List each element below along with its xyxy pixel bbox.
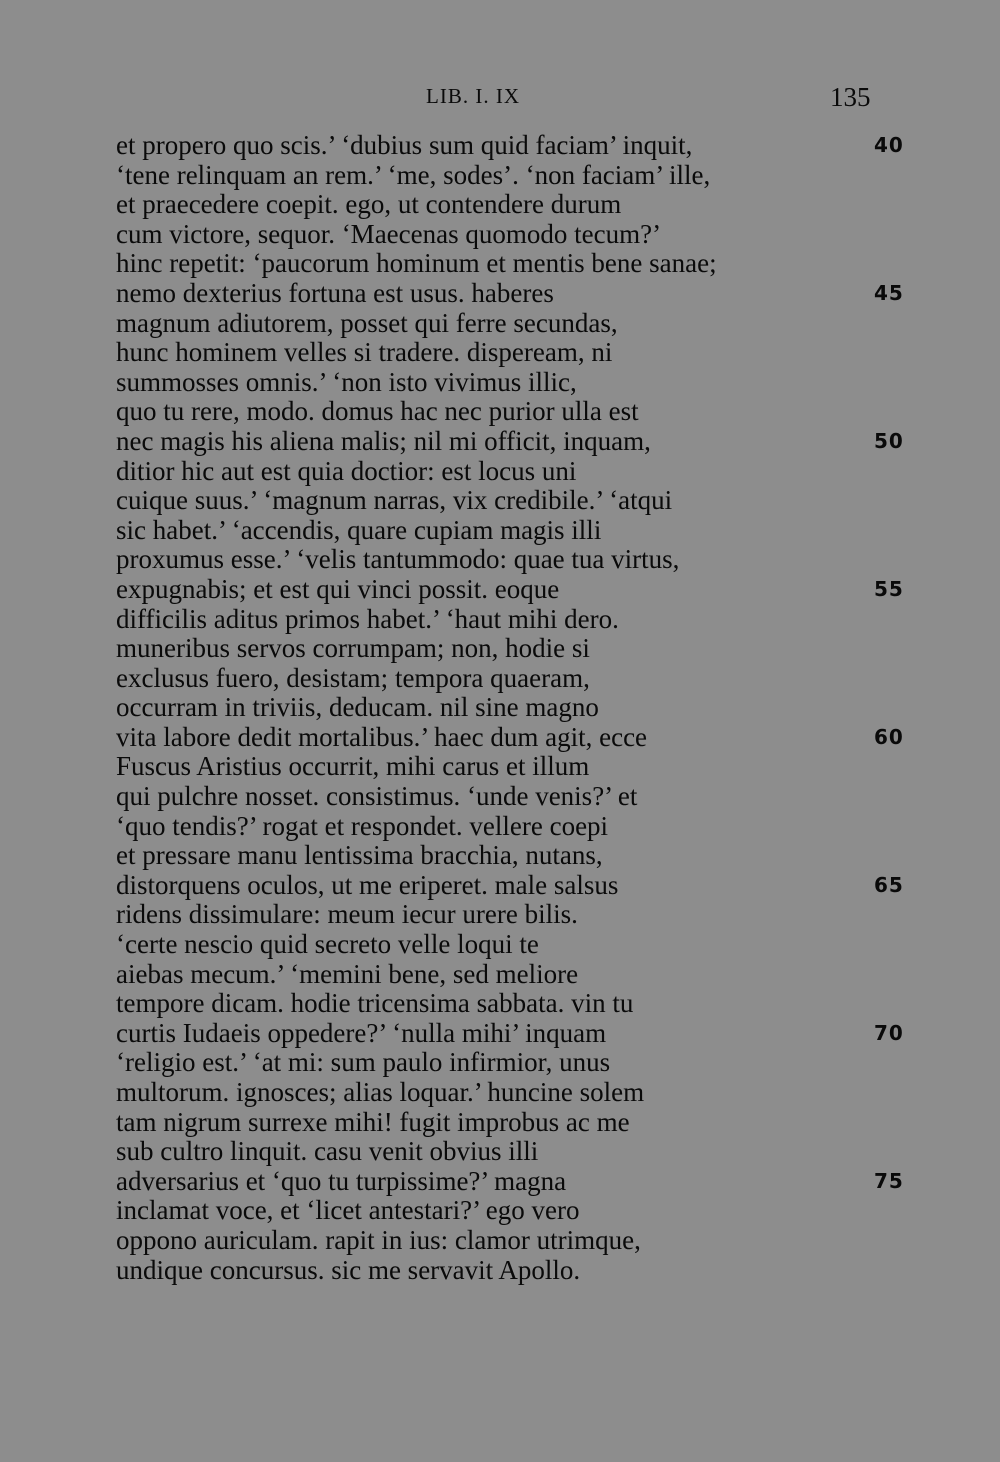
verse-line bbox=[116, 1078, 986, 1108]
verse-text: oppono auriculam. rapit in ius: clamor utrimque, bbox=[116, 1224, 641, 1255]
verse-text: aiebas mecum.’ ‘memini bene, sed meliore bbox=[116, 958, 579, 989]
verse-text: et praecedere coepit. ego, ut contendere durum bbox=[116, 189, 622, 220]
verse-line bbox=[116, 1196, 986, 1226]
verse-text: et propero quo scis.’ ‘dubius sum quid faciam’ inquit, bbox=[116, 130, 693, 160]
line-number: 75 bbox=[874, 1168, 904, 1193]
verse-line bbox=[116, 1226, 986, 1256]
verse-line bbox=[116, 782, 986, 812]
verse-text: ‘religio est.’ ‘at mi: sum paulo infirmior, unus bbox=[116, 1047, 611, 1078]
verse-text: nemo dexterius fortuna est usus. haberes bbox=[116, 277, 554, 308]
verse-line bbox=[116, 1048, 986, 1078]
verse-line bbox=[116, 279, 986, 309]
verse-text: adversarius et ‘quo tu turpissime?’ magna bbox=[116, 1165, 567, 1196]
verse-line bbox=[116, 161, 986, 191]
verse-line bbox=[116, 723, 986, 753]
verse-text: nec magis his aliena malis; nil mi officit, inquam, bbox=[116, 425, 651, 456]
verse-text: inclamat voce, et ‘licet antestari?’ ego vero bbox=[116, 1195, 580, 1226]
verse-text: expugnabis; et est qui vinci possit. eoque bbox=[116, 573, 560, 604]
line-number: 50 bbox=[874, 428, 904, 453]
verse-line bbox=[116, 989, 986, 1019]
line-number: 45 bbox=[874, 280, 904, 305]
verse-text: distorquens oculos, ut me eriperet. male salsus bbox=[116, 869, 619, 900]
verse-text: et pressare manu lentissima bracchia, nutans, bbox=[116, 840, 603, 871]
line-number: 70 bbox=[874, 1020, 904, 1045]
verse-line bbox=[116, 486, 986, 516]
verse-text: magnum adiutorem, posset qui ferre secundas, bbox=[116, 307, 618, 338]
verse-text: tam nigrum surrexe mihi! fugit improbus ac me bbox=[116, 1106, 630, 1137]
verse-text: curtis Iudaeis oppedere?’ ‘nulla mihi’ inquam bbox=[116, 1017, 607, 1048]
line-number: 60 bbox=[874, 724, 904, 749]
verse-line bbox=[116, 693, 986, 723]
verse-line bbox=[116, 575, 986, 605]
verse-text: ditior hic aut est quia doctior: est locus uni bbox=[116, 455, 577, 486]
line-number: 55 bbox=[874, 576, 904, 601]
verse-text: tempore dicam. hodie tricensima sabbata. vin tu bbox=[116, 988, 634, 1019]
verse-text: hinc repetit: ‘paucorum hominum et mentis bene sanae; bbox=[116, 248, 717, 279]
verse-line bbox=[116, 309, 986, 339]
verse-line bbox=[116, 427, 986, 457]
verse-text: occurram in triviis, deducam. nil sine magno bbox=[116, 692, 599, 723]
verse-text: hunc hominem velles si tradere. dispeream, ni bbox=[116, 337, 613, 368]
verse-text: ‘tene relinquam an rem.’ ‘me, sodes’. ‘non faciam’ ille, bbox=[116, 159, 711, 190]
verse-line bbox=[116, 368, 986, 398]
verse-line bbox=[116, 1108, 986, 1138]
verse-line bbox=[116, 841, 986, 871]
verse-text: Fuscus Aristius occurrit, mihi carus et illum bbox=[116, 751, 590, 782]
verse-text: cum victore, sequor. ‘Maecenas quomodo tecum?’ bbox=[116, 218, 662, 249]
verse-text: qui pulchre nosset. consistimus. ‘unde venis?’ et bbox=[116, 781, 638, 812]
verse-text: sub cultro linquit. casu venit obvius illi bbox=[116, 1136, 539, 1167]
verse-line bbox=[116, 190, 986, 220]
verse-line bbox=[116, 1019, 986, 1049]
verse-text: exclusus fuero, desistam; tempora quaeram, bbox=[116, 662, 590, 693]
page-header bbox=[0, 84, 1000, 114]
page-number: 135 bbox=[830, 82, 871, 112]
poem-text bbox=[116, 131, 986, 1285]
verse-line bbox=[116, 545, 986, 575]
verse-line bbox=[116, 220, 986, 250]
verse-text: ‘quo tendis?’ rogat et respondet. vellere coepi bbox=[116, 810, 609, 841]
verse-line bbox=[116, 960, 986, 990]
verse-text: ridens dissimulare: meum iecur urere bilis. bbox=[116, 899, 578, 930]
verse-line bbox=[116, 634, 986, 664]
verse-text: multorum. ignosces; alias loquar.’ huncine solem bbox=[116, 1077, 645, 1107]
verse-line bbox=[116, 605, 986, 635]
verse-text: undique concursus. sic me servavit Apollo. bbox=[116, 1254, 581, 1285]
verse-text: quo tu rere, modo. domus hac nec purior ulla est bbox=[116, 396, 639, 427]
verse-line bbox=[116, 1137, 986, 1167]
verse-text: difficilis aditus primos habet.’ ‘haut mihi dero. bbox=[116, 603, 619, 634]
verse-line bbox=[116, 1167, 986, 1197]
verse-text: proxumus esse.’ ‘velis tantummodo: quae tua virtus, bbox=[116, 544, 680, 575]
verse-text: summosses omnis.’ ‘non isto vivimus illic, bbox=[116, 366, 577, 397]
verse-text: ‘certe nescio quid secreto velle loqui te bbox=[116, 929, 539, 960]
line-number: 40 bbox=[874, 133, 904, 157]
verse-line bbox=[116, 397, 986, 427]
line-number: 65 bbox=[874, 872, 904, 897]
verse-line bbox=[116, 249, 986, 279]
verse-line bbox=[116, 871, 986, 901]
verse-line bbox=[116, 752, 986, 782]
verse-line bbox=[116, 930, 986, 960]
verse-text: muneribus servos corrumpam; non, hodie si bbox=[116, 633, 590, 664]
verse-line bbox=[116, 338, 986, 368]
verse-text: vita labore dedit mortalibus.’ haec dum agit, ecce bbox=[116, 721, 648, 752]
verse-text: cuique suus.’ ‘magnum narras, vix credibile.’ ‘atqui bbox=[116, 485, 673, 516]
verse-line bbox=[116, 457, 986, 487]
verse-line bbox=[116, 131, 986, 161]
verse-line bbox=[116, 664, 986, 694]
running-head: LIB. I. IX bbox=[426, 84, 520, 108]
verse-line bbox=[116, 1256, 986, 1286]
verse-text: sic habet.’ ‘accendis, quare cupiam magis illi bbox=[116, 514, 602, 545]
verse-line bbox=[116, 900, 986, 930]
verse-line bbox=[116, 516, 986, 546]
verse-line bbox=[116, 812, 986, 842]
